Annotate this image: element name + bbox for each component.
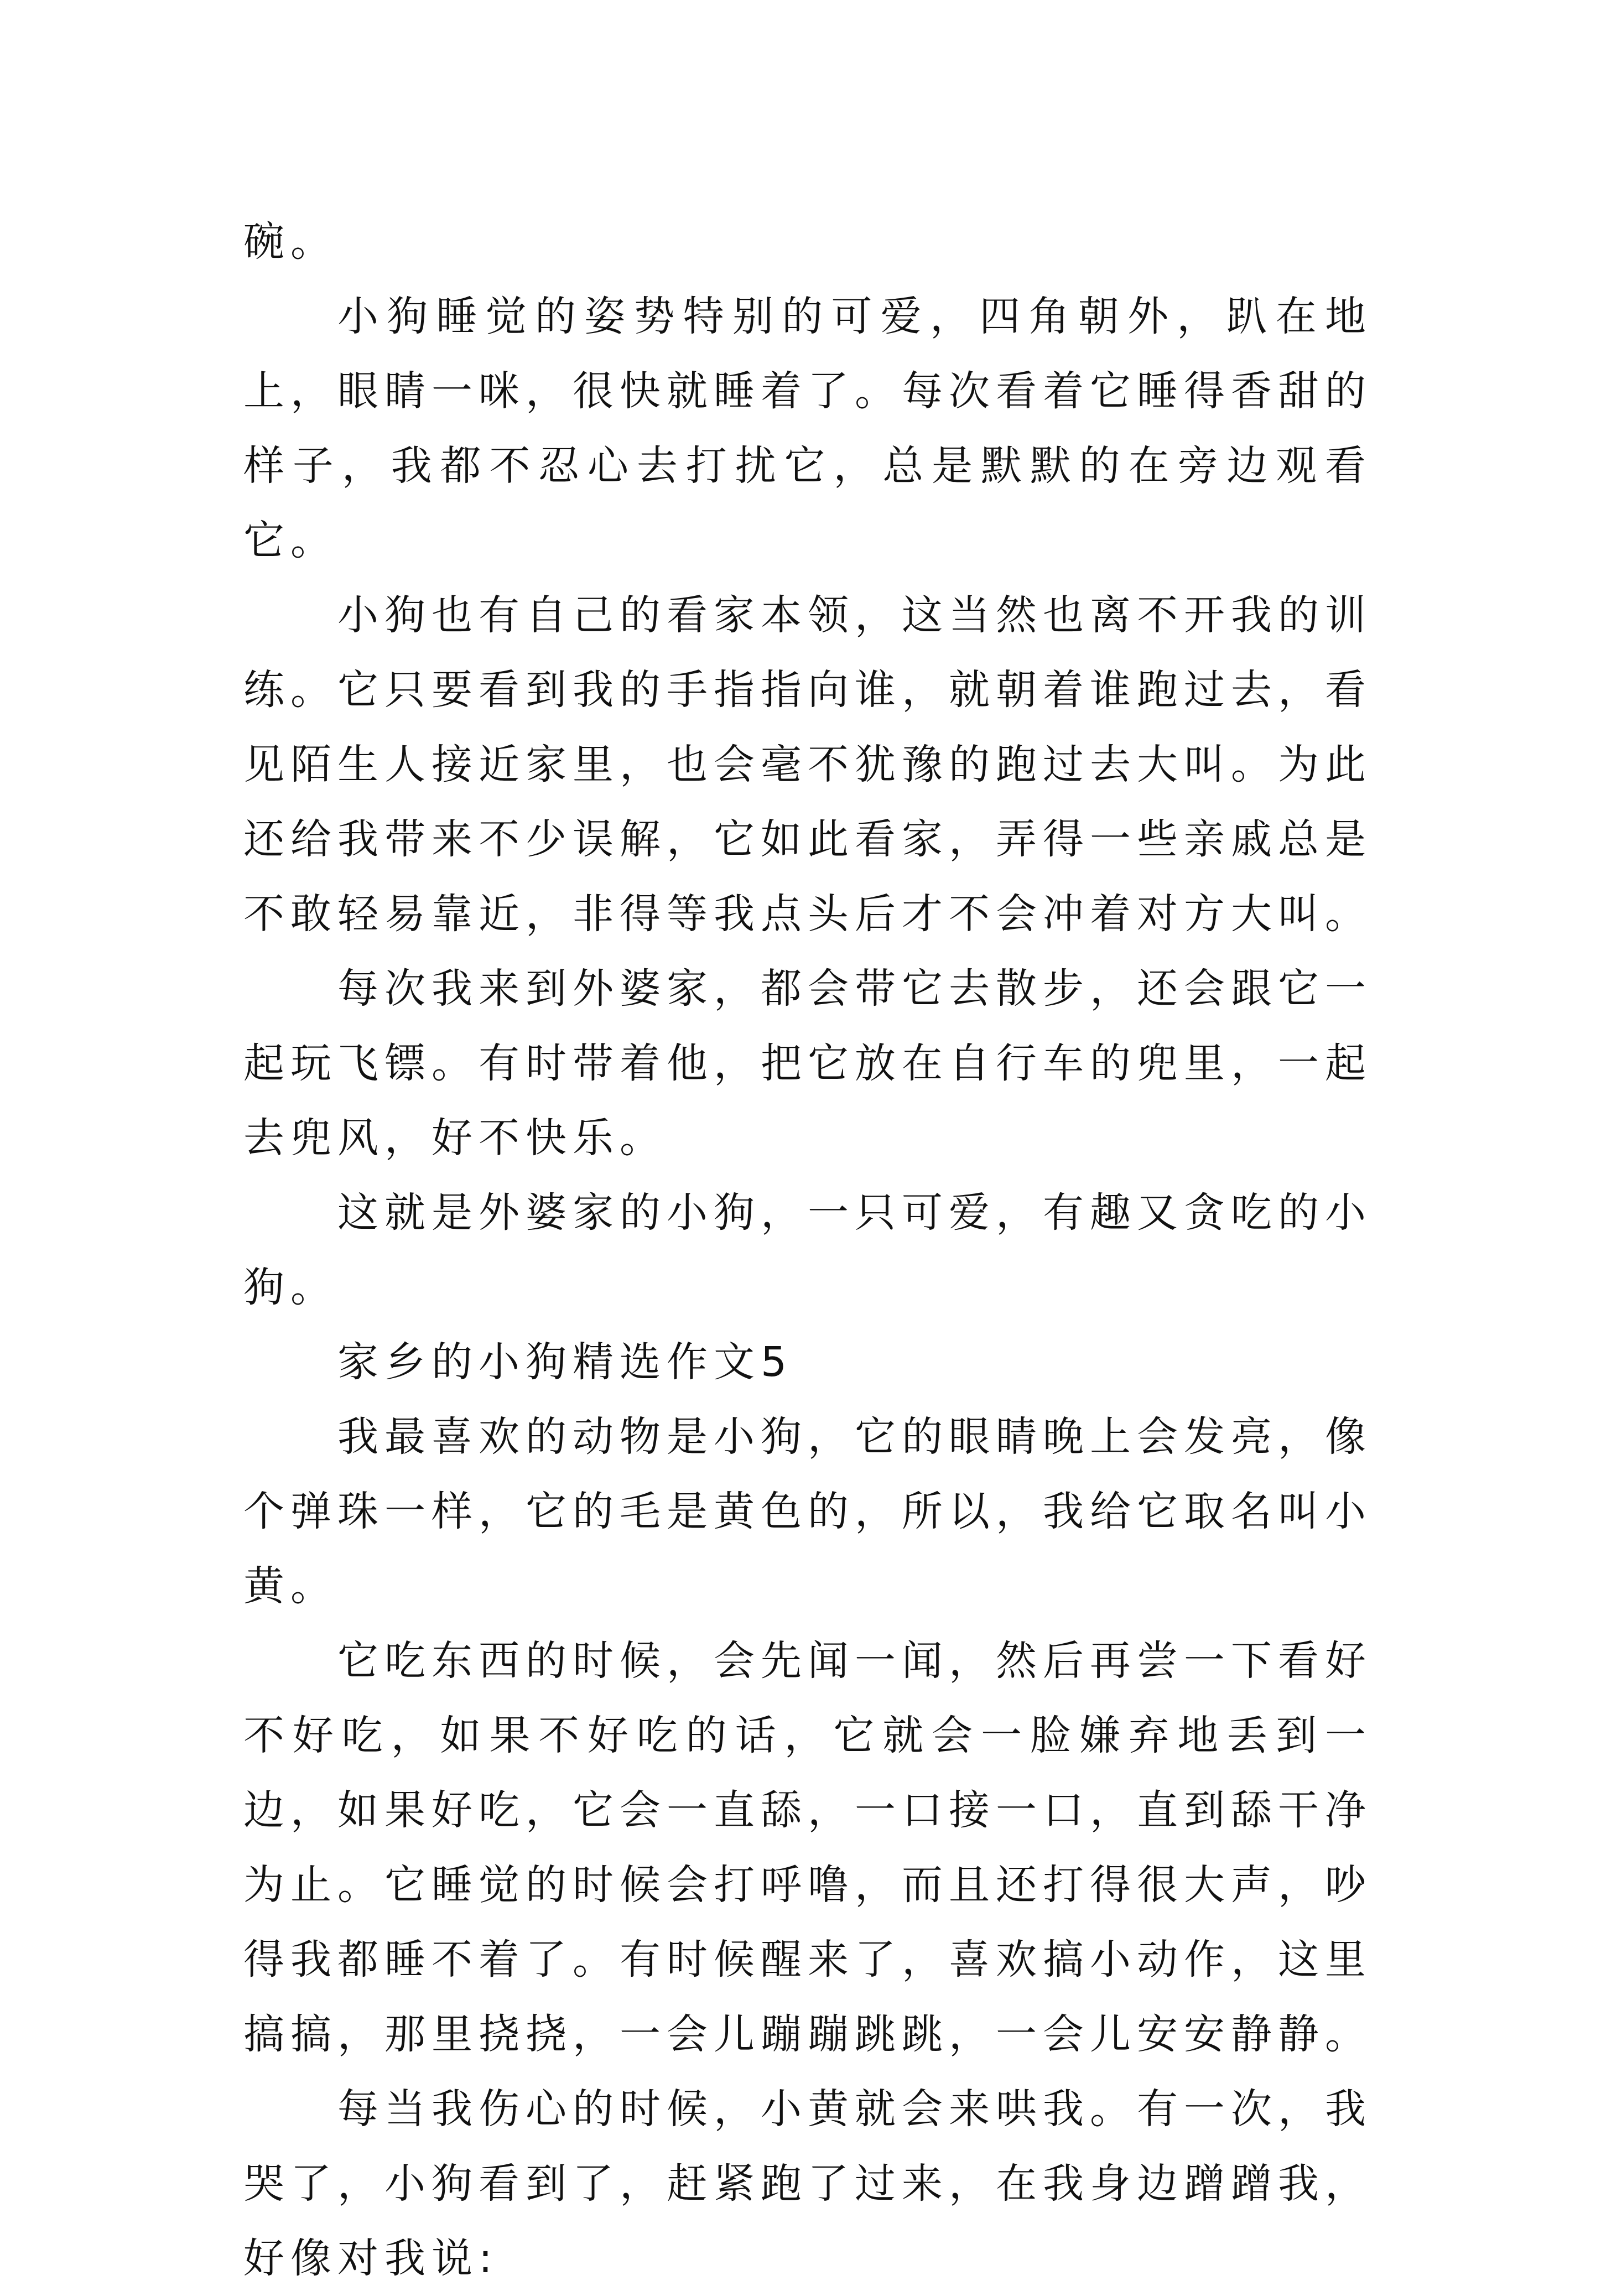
paragraph-1: 碗。: [243, 218, 337, 266]
paragraph-8: 每当我伤心的时候，小黄就会来哄我。有一次，我哭了，小狗看到了，赶紧跑了过来，在我身边蹭蹭我，好像对我说:: [243, 2085, 1372, 2282]
body-text: [243, 205, 1372, 2296]
section-heading: 家乡的小狗精选作文5: [337, 1338, 793, 1386]
paragraph-6: 我最喜欢的动物是小狗，它的眼睛晚上会发亮，像个弹珠一样，它的毛是黄色的，所以，我给它取名叫小黄。: [243, 1413, 1372, 1610]
paragraph-3: 小狗也有自己的看家本领，这当然也离不开我的训练。它只要看到我的手指指向谁，就朝着谁跑过去，看见陌生人接近家里，也会毫不犹豫的跑过去大叫。为此还给我带来不少误解，它如此看家，弄得一些亲戚总是不敢轻易靠近，非得等我点头后才不会冲着对方大叫。: [243, 591, 1372, 938]
paragraph-4: 每次我来到外婆家，都会带它去散步，还会跟它一起玩飞镖。有时带着他，把它放在自行车的兜里，一起去兜风，好不快乐。: [243, 965, 1372, 1162]
paragraph-2: 小狗睡觉的姿势特别的可爱，四角朝外，趴在地上，眼睛一咪，很快就睡着了。每次看着它睡得香甜的样子，我都不忍心去打扰它，总是默默的在旁边观看它。: [243, 293, 1372, 564]
paragraph-5: 这就是外婆家的小狗，一只可爱，有趣又贪吃的小狗。: [243, 1189, 1372, 1311]
paragraph-7: 它吃东西的时候，会先闻一闻，然后再尝一下看好不好吃，如果不好吃的话，它就会一脸嫌弃地丢到一边，如果好吃，它会一直舔，一口接一口，直到舔干净为止。它睡觉的时候会打呼噜，而且还打得很大声，吵得我都睡不着了。有时候醒来了，喜欢搞小动作，这里搞搞，那里挠挠，一会儿蹦蹦跳跳，一会儿安安静静。: [243, 1637, 1372, 2058]
